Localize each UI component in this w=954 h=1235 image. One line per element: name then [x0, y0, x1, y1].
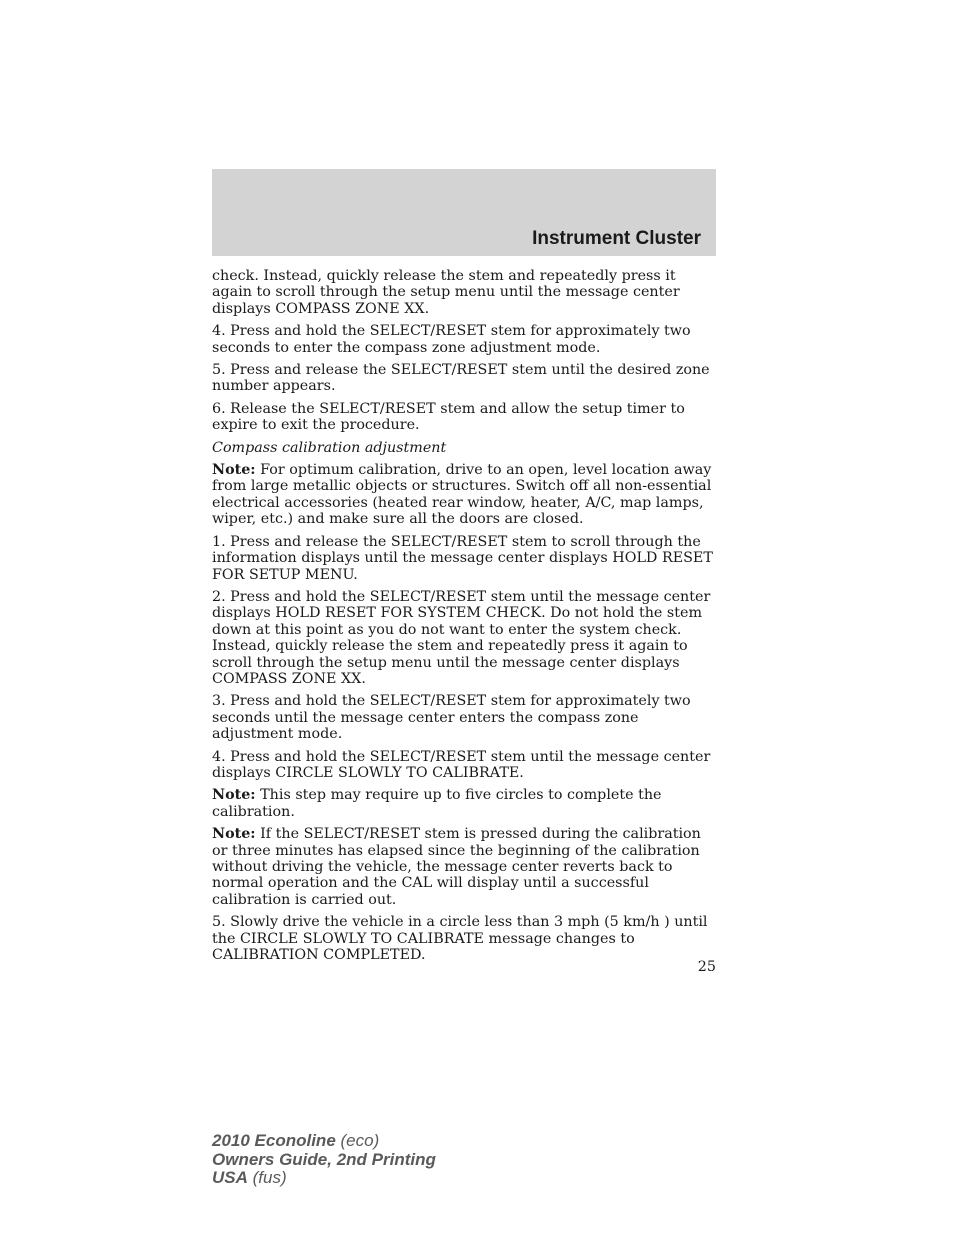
calibration-step-5: 5. Slowly drive the vehicle in a circle less than 3 mph (5 km/h ) until the CIRCLE SLOWLY TO CALIBRATE message changes to CALIBRATION COMPLETED.	[212, 914, 708, 964]
footer-market: USA	[212, 1168, 248, 1187]
page-number: 25	[697, 959, 716, 975]
footer-line-guide: Owners Guide, 2nd Printing	[212, 1149, 436, 1169]
document-footer	[212, 1132, 436, 1188]
paragraph-step-6-zone: 6. Release the SELECT/RESET stem and allow the setup timer to expire to exit the procedure.	[212, 400, 685, 434]
calibration-step-1: 1. Press and release the SELECT/RESET stem to scroll through the information displays until the message center displays HOLD RESET FOR SETUP MENU.	[212, 533, 713, 583]
note-text: For optimum calibration, drive to an open, level location away from large metallic objects or structures. Switch off all non-essential electrical accessories (heated rear window, heater, A/C, map lamps, wiper, etc.) and make sure all the doors are closed.	[212, 462, 712, 528]
note-label: Note:	[212, 826, 256, 843]
calibration-step-2: 2. Press and hold the SELECT/RESET stem until the message center displays HOLD RESET FOR SYSTEM CHECK. Do not hold the stem down at this point as you do not want to enter the system check. Instead, quickly release the stem and repeatedly press it again to scroll through the setup menu until the message center displays COMPASS ZONE XX.	[212, 588, 711, 687]
paragraph-step-4-zone: 4. Press and hold the SELECT/RESET stem for approximately two seconds to enter the compass zone adjustment mode.	[212, 323, 691, 356]
paragraph-step-5-zone: 5. Press and release the SELECT/RESET stem until the desired zone number appears.	[212, 362, 710, 395]
footer-line-market	[212, 1169, 436, 1188]
calibration-step-4: 4. Press and hold the SELECT/RESET stem until the message center displays CIRCLE SLOWLY TO CALIBRATE.	[212, 748, 711, 781]
note-five-circles	[212, 787, 716, 820]
calibration-step-3: 3. Press and hold the SELECT/RESET stem for approximately two seconds until the message center enters the compass zone adjustment mode.	[212, 693, 691, 743]
note-label: Note:	[212, 787, 256, 804]
section-title: Instrument Cluster	[532, 228, 701, 249]
paragraph-continued: check. Instead, quickly release the stem and repeatedly press it again to scroll through the setup menu until the message center displays COMPASS ZONE XX.	[212, 268, 680, 317]
note-optimum-calibration	[212, 462, 716, 528]
note-text: If the SELECT/RESET stem is pressed during the calibration or three minutes has elapsed since the beginning of the calibration without driving the vehicle, the message center reverts back to normal operation and the CAL will display until a successful calibration is carried out.	[212, 826, 701, 908]
note-label: Note:	[212, 462, 256, 479]
subheading-compass-calibration: Compass calibration adjustment	[212, 439, 447, 456]
page-body	[212, 268, 716, 969]
note-select-reset-pressed	[212, 826, 716, 908]
note-text: This step may require up to five circles to complete the calibration.	[212, 787, 662, 820]
footer-model: 2010 Econoline	[212, 1131, 336, 1150]
footer-line-model	[212, 1132, 436, 1151]
section-header-band	[212, 169, 716, 256]
footer-market-code: (fus)	[247, 1168, 287, 1187]
footer-model-code: (eco)	[335, 1131, 380, 1150]
